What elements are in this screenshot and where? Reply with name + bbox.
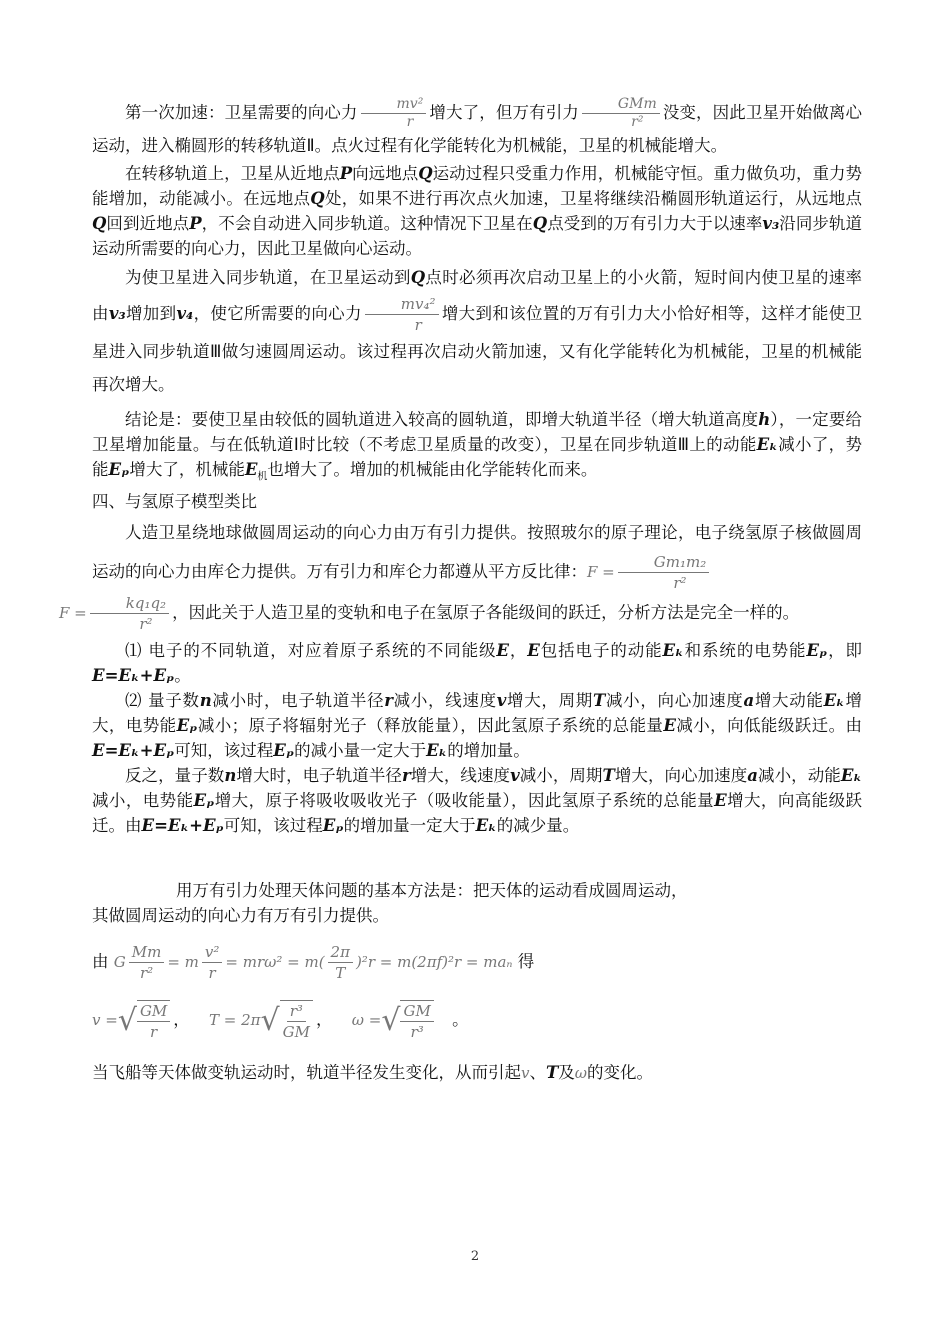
page-number: 2	[470, 1249, 480, 1264]
formula-gravity: $\frac{\text{Gm₁m₂}}{\text{r²}}$	[618, 552, 709, 593]
formula-mv2-over-r: $\frac{\text{mv²}}{r}$	[361, 96, 427, 131]
paragraph-transfer-orbit: 在转移轨道上，卫星从近地点P向远地点Q运动过程只受重力作用，机械能守恒。重力做负功，重力势能增加，动能减小。在远地点Q处，如果不进行再次点火加速，卫星将继续沿椭圆形轨道运行，从远地点Q回到近地点P，不会自动进入同步轨道。这种情况下卫星在Q点受到的万有引力大于以速率v₃沿同步轨道运动所需要的向心力，因此卫星做向心运动。	[92, 164, 863, 258]
formula-coulomb: $\frac{\text{kq₁q₂}}{\text{r²}}$	[90, 593, 169, 634]
paragraph-first-acceleration: 第一次加速：卫星需要的向心力 $\frac{\text{mv²}}{r}$ 增大了，但万有引力 $\frac{\text{GMm}}{\text{r²}}$ 没变，因此卫星开始做离心运动，进入椭圆形的转移轨道Ⅱ。点火过程有化学能转化为机械能，卫星的机械能增大。	[92, 96, 863, 155]
formula-GMm-over-r2: $\frac{\text{GMm}}{\text{r²}}$	[582, 96, 660, 131]
paragraph-second-acceleration: 为使卫星进入同步轨道，在卫星运动到Q点时必须再次启动卫星上的小火箭，短时间内使卫星的速率由v₃增加到v₄，使它所需要的向心力 $\frac{\text{mv₄²}}{r}$ 增大到和该位置的万有引力大小恰好相等，这样才能使卫星进入同步轨道Ⅲ做匀速圆周运动。该过程再次启动火箭加速，又有化学能转化为机械能，卫星的机械能再次增大。	[92, 268, 863, 394]
list-item-1: ⑴ 电子的不同轨道，对应着原子系统的不同能级E，E包括电子的动能Eₖ和系统的电势能Eₚ，即E=Eₖ+Eₚ。	[92, 641, 863, 686]
list-item-2: ⑵ 量子数n减小时，电子轨道半径r减小，线速度v增大，周期T减小，向心加速度a增大动能Eₖ增大，电势能Eₚ减小；原子将辐射光子（释放能量），因此氢原子系统的总能量E减小，向低能级跃迁。由E=Eₖ+Eₚ可知，该过程Eₚ的减小量一定大于Eₖ的增加量。	[92, 691, 863, 761]
method-main-equation: 由 G $\frac{Mm}{\text{r²}}$ = m $\frac{\text{v²}}{r}$ = mrω² = m( $\frac{2\pi}{T}$ )²r = m(2πf)²r = maₙ 得	[92, 943, 535, 983]
paragraph-inverse-square: 人造卫星绕地球做圆周运动的向心力由万有引力提供。按照玻尔的原子理论，电子绕氢原子核做圆周运动的向心力由库仑力提供。万有引力和库仑力都遵从平方反比律：F = $\frac{\text{Gm₁m₂}}{\text{r²}}$ F = $\frac{\text{kq₁q₂}}{\text{r²}}$ ，因此关于人造卫星的变轨和电子在氢原子各能级间的跃迁，分析方法是完全一样的。	[59, 523, 862, 634]
method-line-2: 其做圆周运动的向心力有万有引力提供。	[92, 906, 389, 926]
method-derived-formulas: v = √ $\frac{GM}{r}$ ， T = 2π √ $\frac{\text{r³}}{GM}$ ， ω = √ $\frac{GM}{\text{r³}}$ 。	[92, 1001, 469, 1041]
paragraph-last: 当飞船等天体做变轨运动时，轨道半径发生变化，从而引起v、T及ω的变化。	[92, 1063, 653, 1083]
method-line-1: 用万有引力处理天体问题的基本方法是：把天体的运动看成圆周运动，	[176, 881, 688, 901]
paragraph-conclusion: 结论是：要使卫星由较低的圆轨道进入较高的圆轨道，即增大轨道半径（增大轨道高度h），一定要给卫星增加能量。与在低轨道Ⅰ时比较（不考虑卫星质量的改变），卫星在同步轨道Ⅲ上的动能Eₖ减小了，势能Eₚ增大了，机械能$E_机$也增大了。增加的机械能由化学能转化而来。	[92, 410, 863, 483]
section-heading-hydrogen-analogy: 四、与氢原子模型类比	[92, 492, 257, 512]
formula-mv4-sq-over-r: $\frac{\text{mv₄²}}{r}$	[365, 294, 439, 335]
document-page	[59, 96, 863, 1086]
list-item-3: 反之，量子数n增大时，电子轨道半径r增大，线速度v减小，周期T增大，向心加速度a减小，动能Eₖ减小，电势能Eₚ增大，原子将吸收吸收光子（吸收能量），因此氢原子系统的总能量E增大，向高能级跃迁。由E=Eₖ+Eₚ可知，该过程Eₚ的增加量一定大于Eₖ的减少量。	[92, 766, 863, 836]
